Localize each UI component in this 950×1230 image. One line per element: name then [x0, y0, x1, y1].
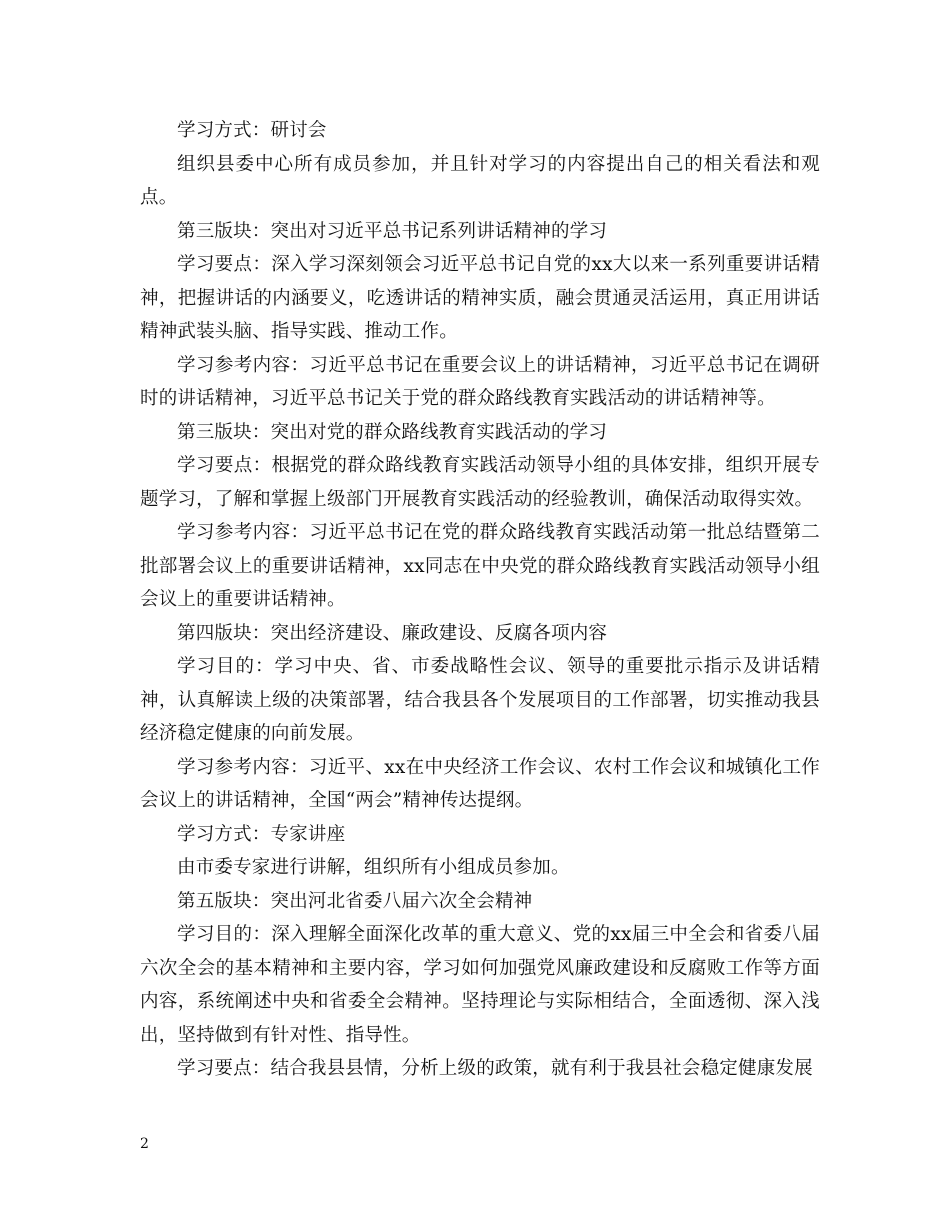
paragraph-reference-economy: 学习参考内容：习近平、xx在中央经济工作会议、农村工作会议和城镇化工作会议上的讲话精神，全国“两会”精神传达提纲。 [140, 756, 820, 811]
paragraph-key-points-speeches: 学习要点：深入学习深刻领会习近平总书记自党的xx大以来一系列重要讲话精神，把握讲话的内涵要义，吃透讲话的精神实质，融会贯通灵活运用，真正用讲话精神武装头脑、指导实践、推动工作。 [140, 254, 820, 342]
paragraph-reference-speeches: 学习参考内容：习近平总书记在重要会议上的讲话精神，习近平总书记在调研时的讲话精神，习近平总书记关于党的群众路线教育实践活动的讲话精神等。 [140, 354, 820, 409]
section-heading-4: 第四版块：突出经济建设、廉政建设、反腐各项内容 [177, 622, 608, 644]
paragraph-key-points-county: 学习要点：结合我县县情，分析上级的政策，就有利于我县社会稳定健康发展 [177, 1058, 813, 1079]
document-body [140, 114, 820, 1086]
page-number: 2 [140, 1136, 149, 1152]
paragraph-method-lecture: 学习方式：专家讲座 [177, 823, 346, 845]
section-heading-3b: 第三版块：突出对党的群众路线教育实践活动的学习 [177, 421, 608, 443]
paragraph-method-seminar: 学习方式：研讨会 [177, 120, 327, 141]
section-heading-3a: 第三版块：突出对习近平总书记系列讲话精神的学习 [177, 220, 608, 242]
paragraph-committee-members: 组织县委中心所有成员参加，并且针对学习的内容提出自己的相关看法和观点。 [140, 153, 820, 208]
section-heading-5: 第五版块：突出河北省委八届六次全会精神 [177, 890, 533, 912]
paragraph-lecture-detail: 由市委专家进行讲解，组织所有小组成员参加。 [177, 857, 570, 878]
paragraph-reference-mass-line: 学习参考内容：习近平总书记在党的群众路线教育实践活动第一批总结暨第二批部署会议上的重要讲话精神，xx同志在中央党的群众路线教育实践活动领导小组会议上的重要讲话精神。 [140, 522, 820, 610]
paragraph-purpose-economy: 学习目的：学习中央、省、市委战略性会议、领导的重要批示指示及讲话精神，认真解读上级的决策部署，结合我县各个发展项目的工作部署，切实推动我县经济稳定健康的向前发展。 [140, 656, 820, 744]
paragraph-purpose-plenary: 学习目的：深入理解全面深化改革的重大意义、党的xx届三中全会和省委八届六次全会的基本精神和主要内容，学习如何加强党风廉政建设和反腐败工作等方面内容，系统阐述中央和省委全会精神。坚持理论与实际相结合，全面透彻、深入浅出，坚持做到有针对性、指导性。 [140, 924, 820, 1046]
paragraph-key-points-mass-line: 学习要点：根据党的群众路线教育实践活动领导小组的具体安排，组织开展专题学习，了解和掌握上级部门开展教育实践活动的经验教训，确保活动取得实效。 [140, 455, 820, 510]
